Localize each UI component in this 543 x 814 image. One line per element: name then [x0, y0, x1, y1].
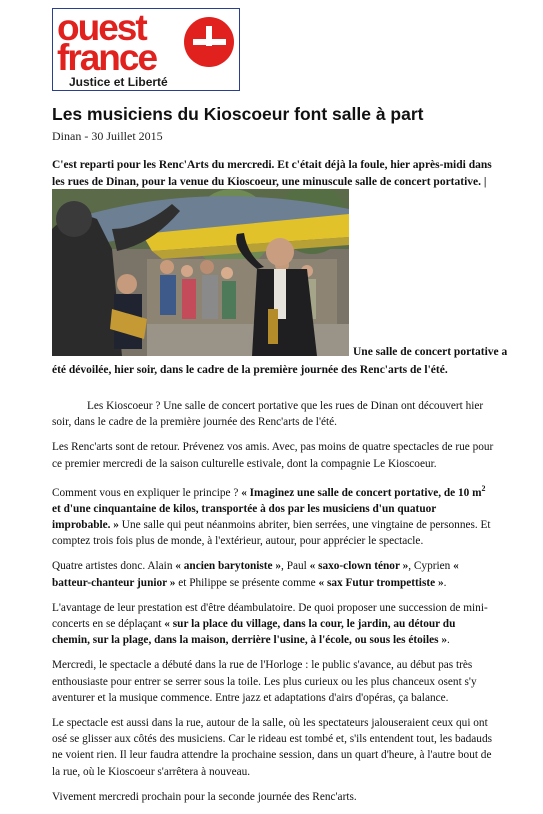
article-lead: C'est reparti pour les Renc'Arts du mercredi. Et c'était déjà la foule, hier après-midi dans les rues de Dinan, pour la venue du Kioscoeur, une minuscule salle de concert portative. | — [52, 159, 492, 188]
logo-word-france: france — [57, 37, 157, 78]
paragraph: Vivement mercredi prochain pour la seconde journée des Renc'arts. — [52, 790, 357, 803]
ouest-france-logo — [52, 8, 240, 91]
logo-emblem-icon — [184, 17, 234, 67]
paragraph: Comment vous en expliquer le principe ? « Imaginez une salle de concert portative, de 10 $m^2$ et d'une cinquantaine de kilos, transportée à dos par les musiciens d'un quatuor improbable. » Une salle qui peut néanmoins abriter, bien serrées, une vingtaine de personnes. Et comptez trois fois plus de monde, à l'extérieur, autour, pour apprécier le spectacle. — [52, 483, 491, 548]
article-photo — [52, 189, 349, 356]
paragraph: Les Kioscoeur ? Une salle de concert portative que les rues de Dinan ont découvert hier soir, dans le cadre de la première journée des Renc'arts de l'été. — [52, 400, 484, 429]
paragraph: L'avantage de leur prestation est d'être déambulatoire. De quoi proposer une succession de mini-concerts en se déplaçant « sur la place du village, dans la cour, le jardin, au détour du chemin, sur la plage, dans la maison, derrière l'usine, à l'école, ou sous les étoiles ». — [52, 601, 488, 647]
article-body — [52, 398, 494, 814]
paragraph: Le spectacle est aussi dans la rue, autour de la salle, où les spectateurs jalouseraient ceux qui ont osé se glisser aux côtés des musiciens. Car le rideau est tombé et, s'ils entendent tout, les badauds ne voient rien. Il leur faudra attendre la prochaine session, dans un quart d'heure, à l'autre bout de la rue, où le Kioscoeur s'arrêtera à nouveau. — [52, 717, 492, 778]
paragraph: Les Renc'arts sont de retour. Prévenez vos amis. Avec, pas moins de quatre spectacles de rue pour ce premier mercredi de la saison culturelle estivale, dont la compagnie Le Kioscoeur. — [52, 441, 494, 470]
paragraph: Quatre artistes donc. Alain « ancien barytoniste », Paul « saxo-clown ténor », Cyprien « batteur-chanteur junior » et Philippe se présente comme « sax Futur trompettiste ». — [52, 560, 459, 589]
logo-motto: Justice et Liberté — [69, 75, 168, 89]
paragraph: Mercredi, le spectacle a débuté dans la rue de l'Horloge : le public s'avance, au début pas très enthousiaste pour entrer se serrer sous la toile. Les plus curieux ou les plus chanceux osent s'y aventurer et la musique commence. Entre jazz et adaptations d'airs d'opéras, ça balance. — [52, 659, 477, 704]
logo-word-ouest: ouest — [57, 8, 146, 48]
article-dateline: Dinan - 30 Juillet 2015 — [52, 129, 163, 143]
article-title: Les musiciens du Kioscoeur font salle à part — [52, 104, 424, 124]
photo-caption: Une salle de concert portative a été dévoilée, hier soir, dans le cadre de la première journée des Renc'arts de l'été. — [52, 346, 508, 376]
